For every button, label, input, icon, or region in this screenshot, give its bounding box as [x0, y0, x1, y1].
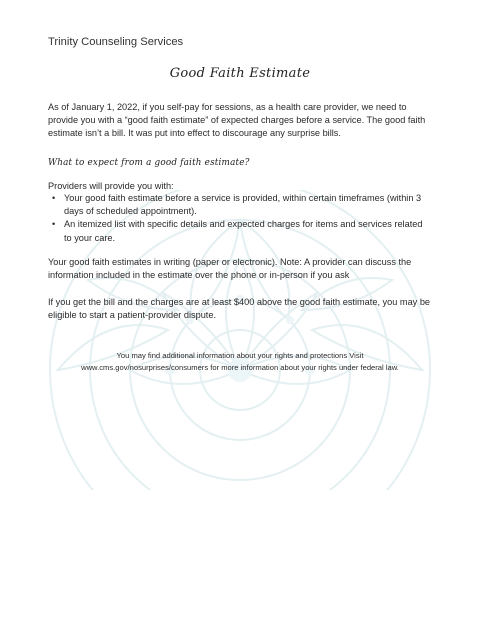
footer-line: You may find additional information about your rights and protections Visit: [116, 351, 364, 360]
dispute-paragraph: If you get the bill and the charges are at least $400 above the good faith estimate, you may be eligible to start a patient-provider dispute.: [48, 297, 431, 321]
document-title: Good Faith Estimate: [169, 66, 311, 81]
writing-note-paragraph: Your good faith estimates in writing (paper or electronic). Note: A provider can discuss the information included in the estimate over the phone or in-person if you ask: [48, 257, 412, 281]
intro-paragraph: As of January 1, 2022, if you self-pay for sessions, as a health care provider, we need to provide you with a “good faith estimate” of expected charges before a service. The good faith estimate isn’t a bill. It was put into effect to discourage any surprise bills.: [48, 102, 426, 139]
organization-name: Trinity Counseling Services: [48, 36, 184, 48]
list-item: [48, 192, 432, 218]
bullet-list: [48, 192, 432, 245]
section-heading: What to expect from a good faith estimate?: [48, 158, 250, 168]
footer-note: [40, 350, 440, 373]
footer-link-line: www.cms.gov/nosurprises/consumers for more information about your rights under federal law.: [81, 362, 399, 372]
list-item-text: Your good faith estimate before a service is provided, within certain timeframes (within 3 days of scheduled appointment).: [64, 193, 422, 217]
bullet-dot-icon: •: [52, 219, 56, 230]
bullet-dot-icon: •: [52, 193, 56, 203]
list-item-text: An itemized list with specific details and expected charges for items and services related to your care.: [64, 219, 423, 243]
list-item: [48, 218, 432, 244]
providers-intro: Providers will provide you with:: [48, 181, 174, 191]
